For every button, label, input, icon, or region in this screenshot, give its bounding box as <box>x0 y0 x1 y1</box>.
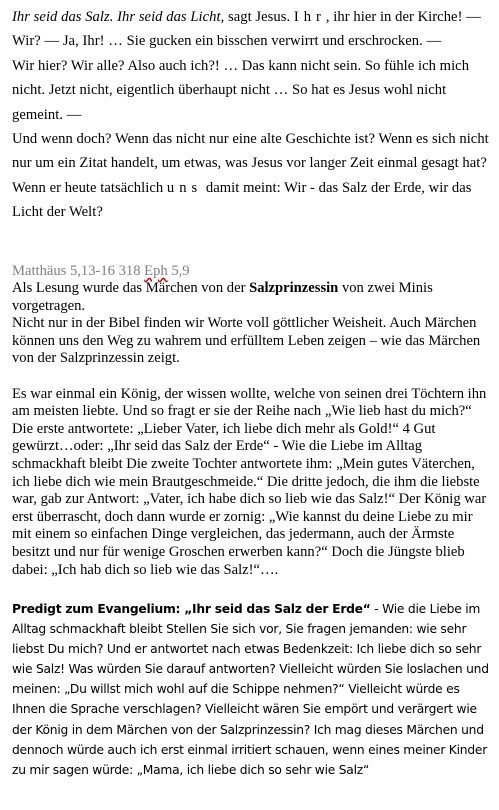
sermon-paragraph <box>12 599 496 780</box>
question-paragraph <box>12 127 492 225</box>
question-text-b: damit meint: Wir - das Salz der Erde, wir das Licht der Welt? <box>12 179 472 221</box>
uns-spaced: uns <box>166 179 203 196</box>
sermon-section <box>12 599 496 780</box>
lesung-text-b: von zwei Minis vorgetragen. <box>12 280 433 314</box>
opening-tail: , ihr hier in der Kirche! — Wir? — Ja, Ihr! … Sie gucken ein bisschen verwirrt und erschrocken. — <box>12 9 481 50</box>
bible-reference <box>12 262 190 280</box>
opening-paragraph <box>12 5 492 54</box>
bible-reference-eph: Eph <box>144 263 168 279</box>
lesung-text-a: Als Lesung wurde das Märchen von der <box>12 280 250 296</box>
sermon-heading: Predigt zum Evangelium: „Ihr seid das Salz der Erde“ <box>12 602 371 616</box>
salzprinzessin-title: Salzprinzessin <box>249 280 339 296</box>
question-text-a: Und wenn doch? Wenn das nicht nur eine alte Geschichte ist? Wenn es sich nicht nur um ein Zitat handelt, um etwas, was Jesus vor langer Zeit einmal gesagt hat? Wenn er heute tatsächlich <box>12 131 489 196</box>
bible-reference-tail: 5,9 <box>167 263 190 279</box>
bible-fairytale-paragraph: Nicht nur in der Bibel finden wir Worte voll göttlicher Weisheit. Auch Märchen können uns den Weg zu wahrem und erfülltem Leben zeigen – wie das Märchen von der Salzprinzessin zeigt. <box>12 315 481 367</box>
paragraph-gap <box>12 368 494 386</box>
opening-quote: Ihr seid das Salz. Ihr seid das Licht <box>12 9 221 25</box>
lesung-paragraph <box>12 280 494 315</box>
fairytale-paragraph: Es war einmal ein König, der wissen wollte, welche von seinen drei Töchtern ihn am meisten liebte. Und so fragt er sie der Reihe nach „Wie lieb hast du mich?“ Die erste antwortete: „Lieber Vater, ich liebe dich mehr als Gold!“ 4 Gut gewürzt…oder: „Ihr seid das Salz der Erde“ - Wie die Liebe im Alltag schmackhaft bleibt Die zweite Tochter antwortete ihm: „Mein gutes Väterchen, ich liebe dich wie mein Brautgeschmeide.“ Die dritte jedoch, die ihm die liebste war, gab zur Antwort: „Vater, ich habe dich so lieb wie das Salz!“ Der König war erst überrascht, doch dann wurde er zornig: „Wie kannst du deine Liebe zu mir mit einem so einfachen Dinge vergleichen, das jedermann, auch der Ärmste besitzt und nur für wenige Groschen erwerben kann?“ Doch die Jüngste blieb dabei: „Ich hab dich so lieb wie das Salz!“…. <box>12 385 487 578</box>
doubt-paragraph: Wir hier? Wir alle? Also auch ich?! … Das kann nicht sein. So fühle ich mich nicht. Jetzt nicht, eigentlich überhaupt nicht … So hat es Jesus wohl nicht gemeint. — <box>12 57 470 123</box>
sermon-text: - Wie die Liebe im Alltag schmackhaft bleibt Stellen Sie sich vor, Sie fragen jemanden: wie sehr liebst Du mich? Und er antwortet nach etwas Bedenkzeit: Ich liebe dich so sehr wie Salz! Was würden Sie darauf antworten? Vielleicht würden Sie loslachen und meinen: „Du willst mich wohl auf die Schippe nehmen?“ Vielleicht würde es Ihnen die Sprache verschlagen? Vielleicht wären Sie empört und verärgert wie der König in dem Märchen von der Salzprinzessin? Ich mag dieses Märchen und dennoch würde auch ich erst einmal irritiert schauen, wenn eines meiner Kinder zu mir sagen würde: „Mama, ich liebe dich so sehr wie Salz“ <box>12 602 489 777</box>
ihr-spaced: Ihr <box>293 9 326 25</box>
bible-reference-main: Matthäus 5,13-16 318 <box>12 263 145 279</box>
opening-attribution: , sagt Jesus. <box>220 9 294 25</box>
sermon-opening <box>12 5 492 225</box>
reading-section <box>12 280 494 579</box>
